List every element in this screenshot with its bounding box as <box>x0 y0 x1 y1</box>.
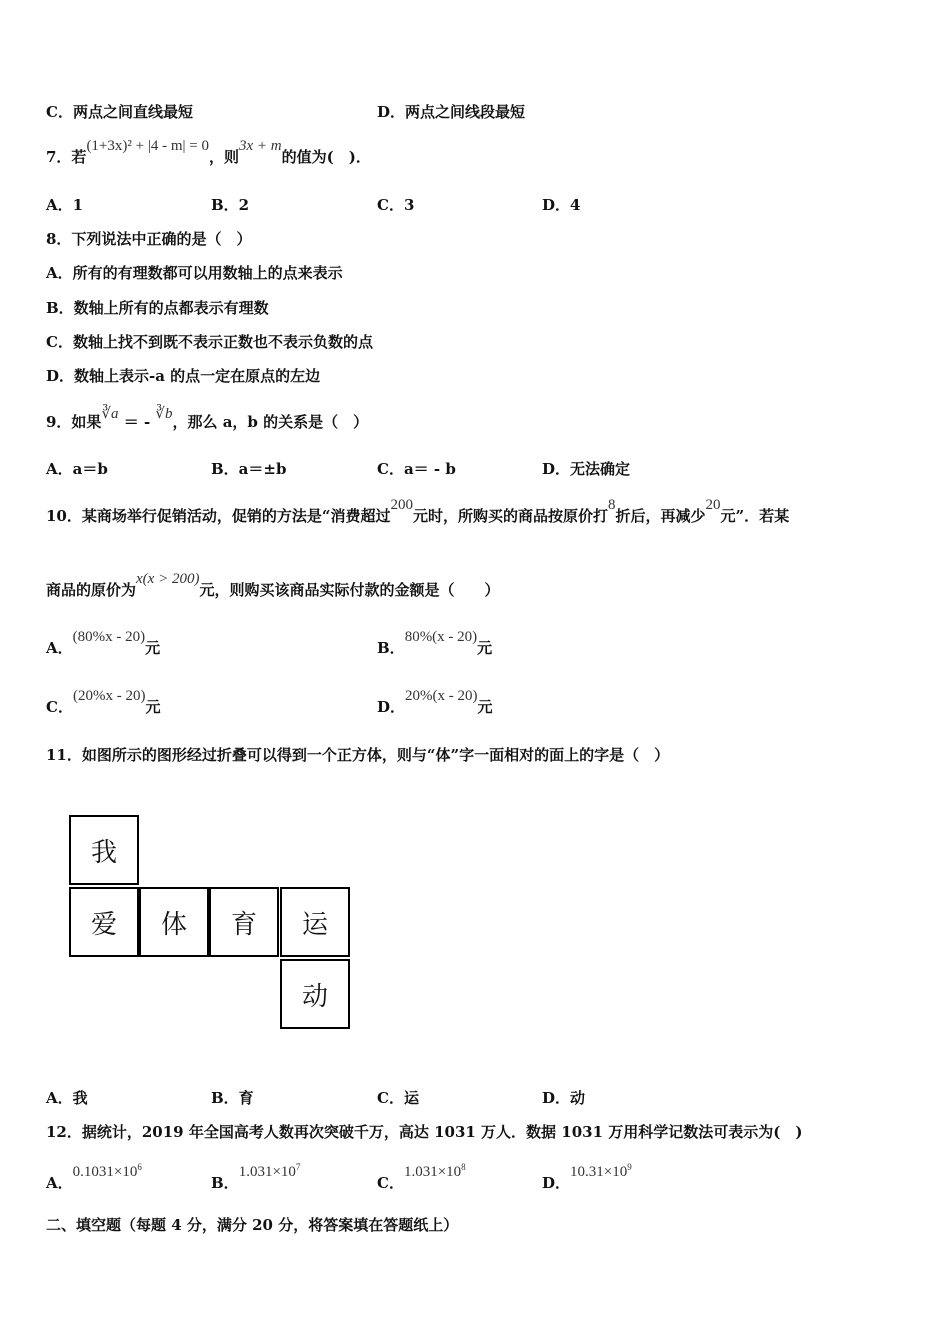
q12-option-a-label: A． <box>46 1174 73 1192</box>
q12-option-d-label: D． <box>542 1174 571 1192</box>
q9-suffix: ，那么 a，b 的关系是（ ） <box>172 413 369 431</box>
q12-option-b-exp: 7 <box>295 1162 301 1172</box>
q10-num-8: 8 <box>608 497 616 513</box>
q10-option-d <box>377 688 493 718</box>
net-face-ai: 爱 <box>69 887 139 957</box>
q12-option-c-mantissa: 1.031×10 <box>403 1164 462 1180</box>
q10-option-a-label: A． <box>46 639 73 657</box>
q10-part1: 10．某商场举行促销活动，促销的方法是“消费超过 <box>46 507 391 525</box>
net-face-yun: 运 <box>280 887 350 957</box>
q7-condition-expr: (1+3x)² + |4 - m| = 0 <box>86 138 209 154</box>
q9-expr-right: ∛b <box>155 406 173 422</box>
net-face-wo: 我 <box>69 815 139 885</box>
q10-option-b-unit: 元 <box>477 639 493 657</box>
q10-line2-suffix: 元，则购买该商品实际付款的金额是（ ） <box>199 581 500 599</box>
q10-option-b <box>377 629 493 659</box>
q7-prefix: 7．若 <box>46 148 87 166</box>
q11-stem: 11．如图所示的图形经过折叠可以得到一个正方体，则与“体”字一面相对的面上的字是（ ） <box>46 746 670 764</box>
q10-part2: 元时，所购买的商品按原价打 <box>413 507 609 525</box>
net-face-ti: 体 <box>139 887 209 957</box>
q7-stem <box>46 138 371 168</box>
q12-option-a-mantissa: 0.1031×10 <box>72 1164 138 1180</box>
q10-option-c-label: C． <box>46 698 73 716</box>
q12-option-b-mantissa: 1.031×10 <box>238 1164 296 1180</box>
q10-option-d-expr: 20%(x - 20) <box>405 688 478 704</box>
q10-option-c <box>46 688 161 718</box>
q7-option-a: A．1 <box>46 196 84 214</box>
q9-option-d: D．无法确定 <box>542 460 631 478</box>
q10-option-a-unit: 元 <box>145 639 161 657</box>
q7-target-expr: 3x + m <box>239 138 282 154</box>
q9-eq: ＝ - <box>123 413 151 431</box>
q10-option-b-label: B． <box>377 639 405 657</box>
q12-option-a <box>46 1162 142 1194</box>
net-face-yu: 育 <box>209 887 279 957</box>
q10-stem-line1 <box>46 497 790 527</box>
q10-line2-expr: x(x > 200) <box>136 571 200 587</box>
q10-part3: 折后，再减少 <box>615 507 706 525</box>
q10-option-d-label: D． <box>377 698 406 716</box>
q9-option-c: C．a＝ - b <box>377 460 456 478</box>
q7-option-c: C．3 <box>377 196 415 214</box>
q10-option-d-unit: 元 <box>477 698 493 716</box>
q6-option-d: D．两点之间线段最短 <box>377 103 526 121</box>
q9-option-b: B．a＝±b <box>211 460 287 478</box>
q8-option-d: D．数轴上表示-a 的点一定在原点的左边 <box>46 367 321 385</box>
q10-line2-prefix: 商品的原价为 <box>46 581 137 599</box>
q12-option-c <box>377 1162 466 1194</box>
q9-stem <box>46 406 369 433</box>
q12-option-a-exp: 6 <box>137 1162 142 1172</box>
q8-stem: 8．下列说法中正确的是（ ） <box>46 230 252 248</box>
q8-option-c: C．数轴上找不到既不表示正数也不表示负数的点 <box>46 333 373 351</box>
q12-stem: 12．据统计，2019 年全国高考人数再次突破千万，高达 1031 万人．数据 1031 万用科学记数法可表示为( ) <box>46 1123 803 1141</box>
q12-option-b-label: B． <box>211 1174 239 1192</box>
q10-option-a-expr: (80%x - 20) <box>72 629 146 645</box>
q12-option-d-mantissa: 10.31×10 <box>570 1164 628 1180</box>
q10-option-b-expr: 80%(x - 20) <box>404 629 478 645</box>
q10-option-c-unit: 元 <box>145 698 161 716</box>
q8-option-a: A．所有的有理数都可以用数轴上的点来表示 <box>46 264 343 282</box>
q11-option-a: A．我 <box>46 1089 88 1107</box>
q11-option-b: B．育 <box>211 1089 254 1107</box>
q8-option-b: B．数轴上所有的点都表示有理数 <box>46 299 269 317</box>
q6-option-c: C．两点之间直线最短 <box>46 103 193 121</box>
q12-option-d-exp: 9 <box>627 1162 632 1172</box>
q12-option-b <box>211 1162 301 1194</box>
q9-prefix: 9．如果 <box>46 413 102 431</box>
q10-option-a <box>46 629 161 659</box>
q12-option-c-exp: 8 <box>461 1162 466 1172</box>
q10-part4: 元”．若某 <box>720 507 790 525</box>
q10-num-200: 200 <box>390 497 414 513</box>
q10-option-c-expr: (20%x - 20) <box>72 688 146 704</box>
q12-option-c-label: C． <box>377 1174 404 1192</box>
q11-option-d: D．动 <box>542 1089 586 1107</box>
q9-option-a: A．a＝b <box>46 460 108 478</box>
q7-option-d: D．4 <box>542 196 581 214</box>
q7-suffix: 的值为( )． <box>281 148 371 166</box>
q7-middle: ，则 <box>208 148 239 166</box>
q9-expr-left: ∛a <box>101 406 119 422</box>
q11-option-c: C．运 <box>377 1089 419 1107</box>
net-face-dong: 动 <box>280 959 350 1029</box>
q12-option-d <box>542 1162 632 1194</box>
q7-option-b: B．2 <box>211 196 250 214</box>
q10-stem-line2 <box>46 571 500 601</box>
q10-num-20: 20 <box>705 497 721 513</box>
section-2-title: 二、填空题（每题 4 分，满分 20 分，将答案填在答题纸上） <box>46 1216 459 1234</box>
